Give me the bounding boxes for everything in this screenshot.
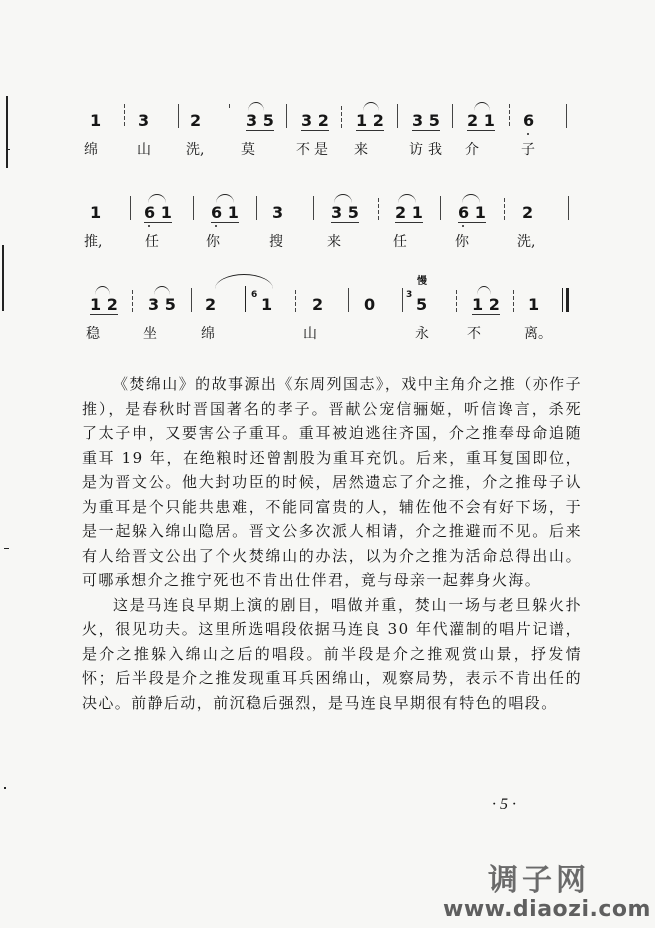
lyric: 洗, [186,142,205,158]
lyric: 你 [455,234,469,250]
barline [191,288,192,312]
lyric: 莫 [241,142,255,158]
lyric: 推, [84,234,103,250]
note: 3 [138,111,150,130]
barline [348,288,349,312]
barline [341,106,342,128]
note: 1 [261,295,273,314]
lyric: 来 [354,142,368,158]
barline [456,290,457,312]
note-group: 1 2 [90,295,118,314]
note: 5 [416,295,428,314]
lyric: 绵 [84,142,98,158]
barline [452,104,453,128]
lyric: 离。 [524,326,552,342]
page-number: · 5 · [492,796,516,813]
slur [363,102,379,111]
lyric: 绵 [201,326,215,342]
note: 2 [205,295,217,314]
note: 6 [523,112,534,130]
rest: 0 [364,295,376,314]
lyric: 来 [327,234,341,250]
lyric: 永 [415,326,429,342]
lyric: 不 [467,326,481,342]
barline [256,196,257,220]
barline [245,286,246,312]
slur [477,286,491,295]
note-group: 3 2 [301,111,329,130]
lyric: 稳 [86,326,100,342]
note-group: 3 5 [246,111,274,130]
note: 2 [190,111,202,130]
barline [286,104,287,128]
low-octave-dot [148,225,150,227]
barline [193,196,194,220]
commentary [82,372,582,715]
note-group: 3 5 [148,295,176,314]
tempo-mark: 慢 [417,276,427,287]
lyric: 山 [303,326,317,342]
lyric: 访我 [409,142,447,158]
grace-note: 3 [406,290,413,300]
barline [124,104,125,128]
note-group: 6 1 [144,204,172,223]
note-group: 3 5 [331,203,359,222]
slur [462,194,480,203]
paragraph-story: 《焚绵山》的故事源出《东周列国志》，戏中主角介之推（亦作子推），是春秋时晋国著名的孝子。晋献公宠信骊姬，听信谗言，杀死了太子申，又要害公子重耳。重耳被迫逃往齐国，介之推奉母命追随重耳 19 年，在绝粮时还曾割股为重耳充饥。后来，重耳复国即位，是为晋文公。他大封功臣的时候，居然遗忘了介之推，介之推母子认为重耳是个只能共患难，不能同富贵的人，辅佐他不会有好下场，于是一起躲入绵山隐居。晋文公多次派人相请，介之推避而不见。后来有人给晋文公出了个火焚绵山的办法，以为介之推为活命总得出山。可哪承想介之推宁死也不肯出仕伴君，竟与母亲一起葬身火海。 [82,375,582,589]
paragraph-performance-notes: 这是马连良早期上演的剧目，唱做并重，焚山一场与老旦躲火扑火，很见功夫。这里所选唱段依据马连良 30 年代灌制的唱片记谱，是介之推躲入绵山之后的唱段。前半段是介之推观赏山景，抒发情怀；后半段是介之推发现重耳兵困绵山，观察局势，表示不肯出任的决心。前静后动，前沉稳后强烈，是马连良早期很有特色的唱段。 [82,595,582,712]
lyric: 子 [521,142,535,158]
note-group: 2 1 [467,111,495,130]
note: 1 [90,111,102,130]
lyric: 山 [137,142,151,158]
low-octave-dot [527,133,529,135]
score-line-2 [0,204,655,284]
score-line-1 [0,112,655,192]
lyric: 任 [393,234,407,250]
final-barline-thick [566,288,569,312]
final-barline-thin [562,288,563,312]
lyric: 洗, [517,234,536,250]
barline [566,104,567,128]
barline [313,196,314,220]
note: 1 [528,295,540,314]
slur [398,194,416,203]
note-group: 2 1 [395,203,423,222]
lyric: 搜 [269,234,283,250]
note-group: 3 5 [412,111,440,130]
lyric: 介 [465,142,479,158]
barline [178,104,179,128]
lyric: 不是 [296,142,332,158]
score-line-3 [0,276,655,376]
lyric: 坐 [143,326,157,342]
lyric: 你 [206,234,220,250]
grace-note: 6 [251,290,258,300]
note: 1 [90,203,102,222]
barline [295,290,296,312]
note: 2 [312,295,324,314]
barline [130,196,131,220]
barline [568,196,569,220]
barline [504,198,505,220]
note-group: 1 2 [356,111,384,130]
note: 3 [272,203,284,222]
note-group: 6 1 [211,204,239,223]
watermark-logo-text: 调子网 [488,863,590,898]
watermark-url: www.diaozi.com [443,897,651,922]
note-group: 1 2 [472,295,500,314]
slur [148,194,166,203]
barline [402,288,403,312]
note: 2 [522,203,534,222]
slur [334,194,352,203]
slur [248,102,264,111]
slur [216,194,234,203]
note-group: 6 1 [458,204,486,223]
barline [397,104,398,128]
barline [509,104,510,128]
low-octave-dot [215,225,217,227]
barline [513,290,514,312]
margin-dot [4,787,6,789]
barline [132,290,133,312]
margin-tick [4,548,9,549]
barline [378,198,379,220]
barline [440,196,441,220]
slur [154,286,170,295]
barline [229,104,230,110]
lyric: 任 [145,234,159,250]
low-octave-dot [462,225,464,227]
slur [474,102,490,111]
slur [95,286,110,295]
